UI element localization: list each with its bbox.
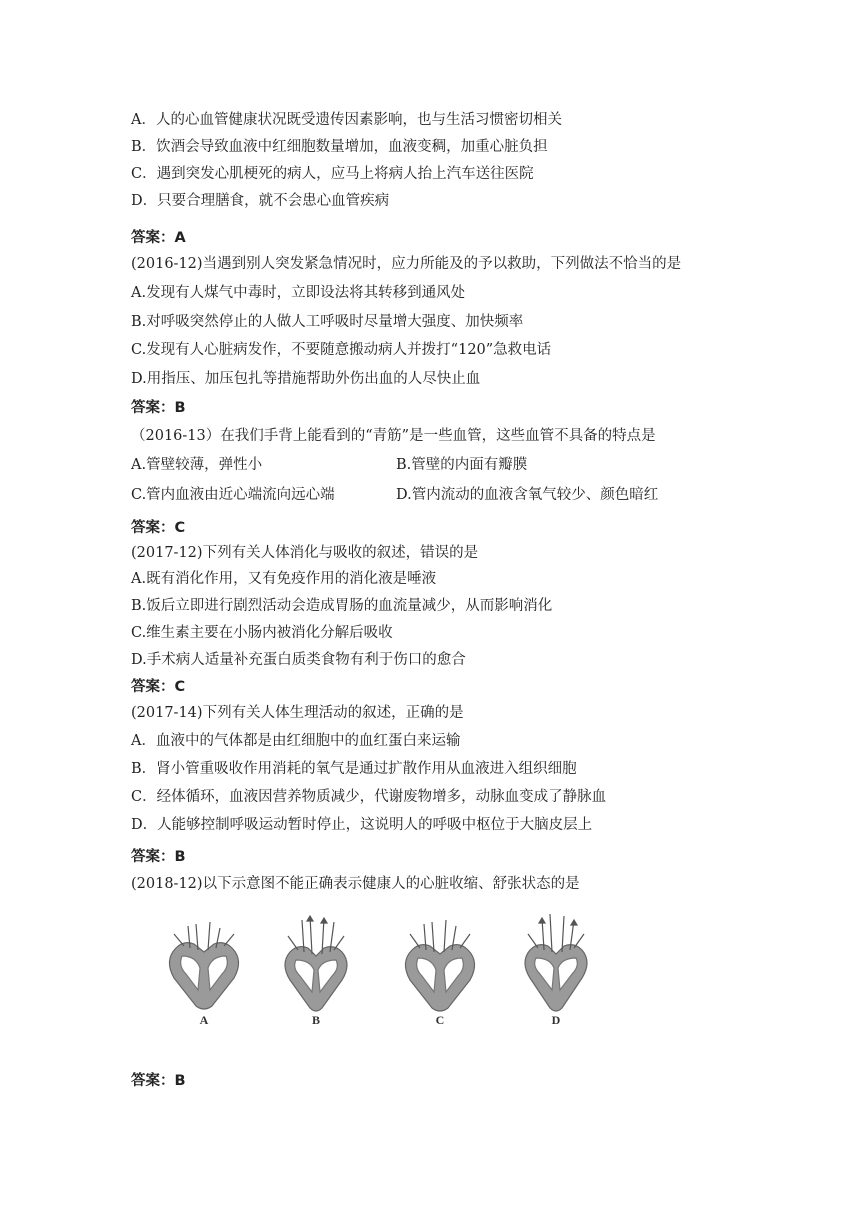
option-b: B.饭后立即进行剧烈活动会造成胃肠的血流量减少，从而影响消化 bbox=[131, 598, 553, 614]
answer: 答案：B bbox=[131, 1073, 186, 1089]
option-b: B.对呼吸突然停止的人做人工呼吸时尽量增大强度、加快频率 bbox=[131, 314, 524, 330]
option-d: D.手术病人适量补充蛋白质类食物有利于伤口的愈合 bbox=[131, 652, 466, 668]
answer: 答案：C bbox=[131, 520, 186, 536]
figure-label-d: D bbox=[551, 1013, 561, 1027]
option-b: B.管壁的内面有瓣膜 bbox=[396, 457, 528, 473]
question-stem: (2017-12)下列有关人体消化与吸收的叙述，错误的是 bbox=[131, 545, 479, 561]
option-a: A.既有消化作用，又有免疫作用的消化液是唾液 bbox=[131, 571, 437, 587]
option-a: A．人的心血管健康状况既受遗传因素影响，也与生活习惯密切相关 bbox=[131, 112, 562, 128]
option-b: B．肾小管重吸收作用消耗的氧气是通过扩散作用从血液进入组织细胞 bbox=[131, 761, 577, 777]
option-d: D．人能够控制呼吸运动暂时停止，这说明人的呼吸中枢位于大脑皮层上 bbox=[131, 817, 593, 833]
option-a: A．血液中的气体都是由红细胞中的血红蛋白来运输 bbox=[131, 733, 461, 749]
answer: 答案：A bbox=[131, 230, 186, 246]
question-stem: （2016-13）在我们手背上能看到的“青筋”是一些血管，这些血管不具备的特点是 bbox=[131, 428, 656, 444]
option-a: A.管壁较薄，弹性小 bbox=[131, 457, 263, 473]
heart-diagrams-figure bbox=[160, 908, 600, 1030]
heart-diagram-c bbox=[405, 920, 474, 1011]
answer: 答案：B bbox=[131, 849, 186, 865]
option-d: D.用指压、加压包扎等措施帮助外伤出血的人尽快止血 bbox=[131, 371, 481, 387]
option-a: A.发现有人煤气中毒时，立即设法将其转移到通风处 bbox=[131, 285, 466, 301]
option-d: D．只要合理膳食，就不会患心血管疾病 bbox=[131, 193, 390, 209]
option-c: C.管内血液由近心端流向远心端 bbox=[131, 487, 335, 503]
question-stem: (2016-12)当遇到别人突发紧急情况时，应力所能及的予以救助，下列做法不恰当的是 bbox=[131, 256, 682, 272]
option-c: C．遇到突发心肌梗死的病人，应马上将病人抬上汽车送往医院 bbox=[131, 166, 534, 182]
figure-label-b: B bbox=[311, 1013, 321, 1027]
question-stem: (2017-14)下列有关人体生理活动的叙述，正确的是 bbox=[131, 705, 464, 721]
option-c: C.维生素主要在小肠内被消化分解后吸收 bbox=[131, 625, 393, 641]
heart-diagram-a bbox=[169, 922, 238, 1009]
option-d: D.管内流动的血液含氧气较少、颜色暗红 bbox=[396, 487, 659, 503]
figure-label-c: C bbox=[435, 1013, 445, 1027]
heart-diagram-d bbox=[525, 914, 587, 1011]
question-stem: (2018-12)以下示意图不能正确表示健康人的心脏收缩、舒张状态的是 bbox=[131, 876, 580, 892]
figure-label-a: A bbox=[199, 1013, 209, 1027]
heart-diagram-b bbox=[285, 916, 347, 1011]
answer: 答案：B bbox=[131, 400, 186, 416]
option-b: B．饮酒会导致血液中红细胞数量增加，血液变稠，加重心脏负担 bbox=[131, 139, 548, 155]
answer: 答案：C bbox=[131, 679, 186, 695]
option-c: C.发现有人心脏病发作，不要随意搬动病人并拨打“120”急救电话 bbox=[131, 342, 552, 358]
option-c: C．经体循环，血液因营养物质减少，代谢废物增多，动脉血变成了静脉血 bbox=[131, 789, 607, 805]
